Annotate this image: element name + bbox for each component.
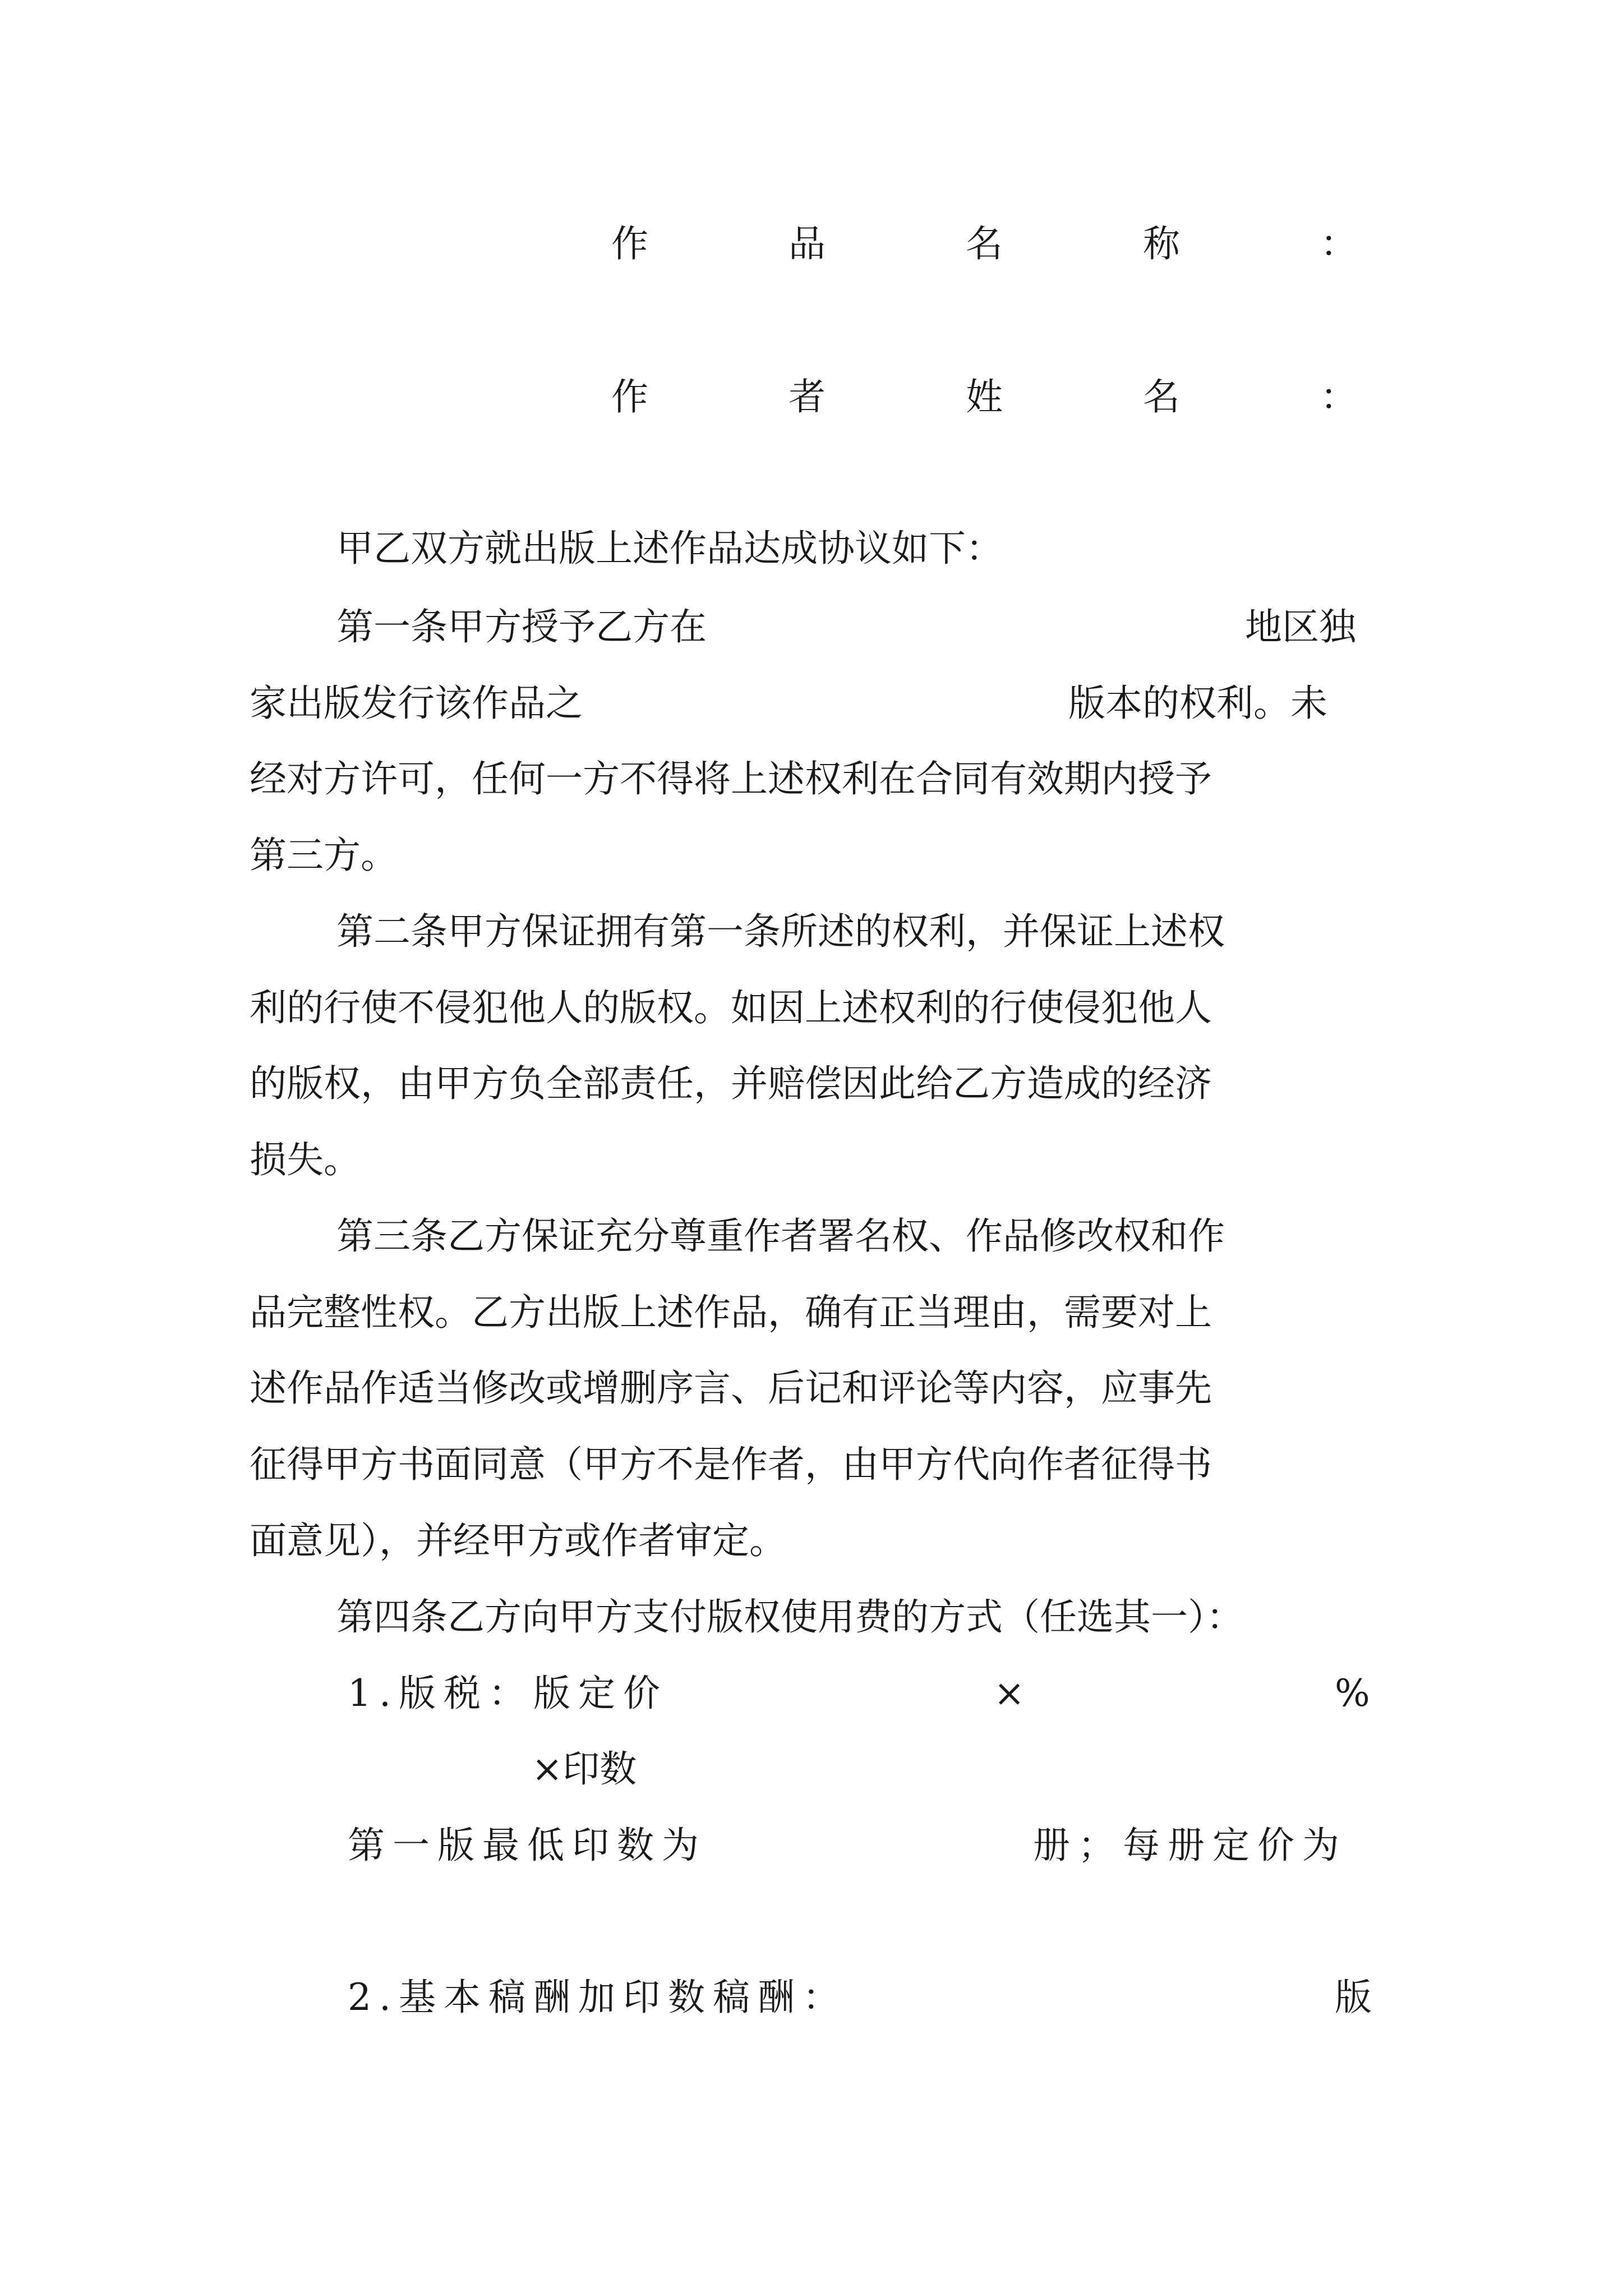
author-name-line (611, 375, 1357, 420)
work-title-char: 称 (1143, 222, 1180, 265)
intro-paragraph: 甲乙双方就出版上述作品达成协议如下： (336, 527, 1003, 570)
work-title-char: ： (1320, 222, 1357, 265)
author-name-char: 姓 (966, 375, 1003, 418)
author-name-char: 名 (1143, 375, 1180, 418)
article4-line1: 第四条乙方向甲方支付版权使用费的方式（任选其一）： (336, 1595, 1243, 1639)
article4-item1-times: × (994, 1672, 1025, 1715)
article3-line4: 征得甲方书面同意（甲方不是作者，由甲方代向作者征得书 (250, 1443, 1212, 1486)
work-title-char: 名 (966, 222, 1003, 265)
article4-item1-label: 1.版税：版定价 (348, 1672, 668, 1715)
article4-item1-line3-right: 册；每册定价为 (1033, 1824, 1347, 1867)
article3-line1: 第三条乙方保证充分尊重作者署名权、作品修改权和作 (336, 1214, 1225, 1258)
article1-line1-right: 地区独 (1245, 605, 1356, 648)
article1-line3: 经对方许可，任何一方不得将上述权利在合同有效期内授予 (250, 757, 1212, 800)
article2-line2: 利的行使不侵犯他人的版权。如因上述权利的行使侵犯他人 (250, 986, 1212, 1029)
article2-line1: 第二条甲方保证拥有第一条所述的权利，并保证上述权 (336, 910, 1225, 953)
article4-item2-right: 版 (1335, 1976, 1372, 2019)
article4-item1-line3-left: 第一版最低印数为 (348, 1824, 707, 1867)
author-name-char: 作 (611, 375, 648, 418)
work-title-line (611, 222, 1357, 266)
article1-line2-left: 家出版发行该作品之 (250, 682, 583, 725)
article3-line2: 品完整性权。乙方出版上述作品，确有正当理由，需要对上 (250, 1291, 1212, 1334)
article1-line2-right: 版本的权利。未 (1068, 682, 1327, 725)
article4-item1-percent: % (1335, 1672, 1370, 1715)
article2-line3: 的版权，由甲方负全部责任，并赔偿因此给乙方造成的经济 (250, 1062, 1212, 1105)
article3-line3: 述作品作适当修改或增删序言、后记和评论等内容，应事先 (250, 1366, 1212, 1410)
article4-item1-line2: ×印数 (532, 1747, 637, 1791)
author-name-char: 者 (789, 375, 826, 418)
article3-line5: 面意见），并经甲方或作者审定。 (250, 1519, 786, 1562)
author-name-char: ： (1320, 375, 1357, 418)
work-title-char: 作 (611, 222, 648, 265)
article1-line1-left: 第一条甲方授予乙方在 (336, 605, 707, 648)
article1-line4: 第三方。 (250, 834, 398, 877)
article4-item2-label: 2.基本稿酬加印数稿酬： (348, 1976, 847, 2019)
article2-line4: 损失。 (250, 1138, 361, 1181)
work-title-char: 品 (789, 222, 826, 265)
